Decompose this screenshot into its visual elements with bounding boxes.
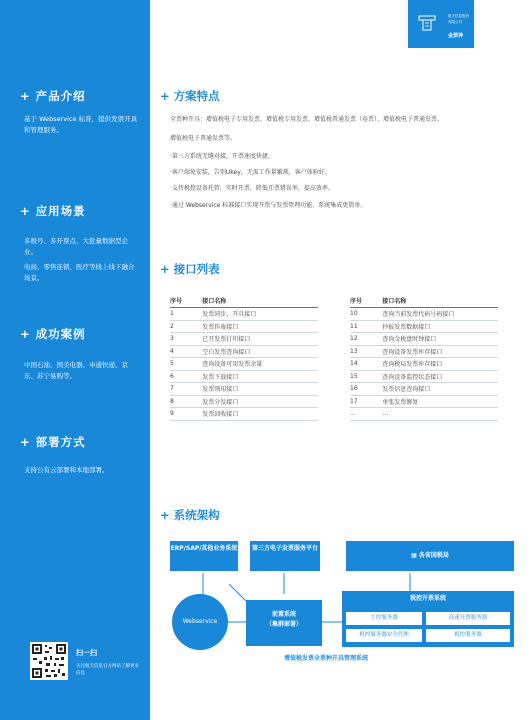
server-box-2: 高速开票服务器	[426, 612, 510, 625]
table-row: 8 发票分发接口	[170, 395, 318, 408]
api-table-left	[170, 295, 318, 421]
tax-bureau-box: ▦ 各省国税局	[346, 541, 514, 571]
feature-p2: ·第三方系统无缝对接，开票速度快捷。	[170, 153, 274, 160]
scan-title: 扫一扫	[76, 649, 97, 657]
table-row: 16 发票信息查询接口	[350, 383, 498, 396]
table-row: … …	[350, 408, 498, 421]
tax-control-title: 税控开票系统	[409, 595, 446, 602]
scenario-text-2: 电商、零售连锁、医疗等线上线下融合场景。	[24, 263, 135, 282]
header-no: 序号	[170, 295, 202, 308]
deploy-title: + 部署方式	[20, 435, 86, 449]
third-party-platform-box: 第三方电子发票服务平台	[250, 541, 320, 571]
webservice-circle: Webservice	[172, 594, 228, 650]
table-row: 11 抄报发票数据接口	[350, 320, 498, 333]
deploy-text: 支持公有云部署和本地部署。	[24, 466, 109, 474]
table-row: 3 已开发票打印接口	[170, 333, 318, 346]
logo-line-1: 航天信息股份	[448, 14, 469, 18]
scan-text: 关注航天信息官方网站了解更多信息	[76, 664, 139, 676]
building-icon: ▦	[411, 552, 419, 559]
qr-code-icon	[30, 642, 68, 680]
intro-title: + 产品介绍	[20, 89, 86, 103]
table-row: 4 空白发票查询接口	[170, 345, 318, 358]
front-system-box: 前置系统 （集群部署）	[246, 600, 322, 646]
feature-p5: ·通过 Webservice 标准接口实现开票与发票管理功能，系统集成更简单。	[170, 202, 367, 209]
table-row: 12 查询金税盘时钟接口	[350, 333, 498, 346]
logo-icon	[418, 14, 436, 32]
feature-p1b: 增值税电子普通发票等。	[170, 135, 237, 142]
intro-text: 基于 Webservice 标准，提供发票开具和管理服务。	[24, 115, 138, 134]
header-no: 序号	[350, 295, 382, 308]
feature-p4: ·支持税控设备托管，实时开票，降低开票错误率，提高效率。	[170, 185, 334, 192]
logo	[408, 0, 474, 48]
table-row: 10 查询当前发票代码号码接口	[350, 308, 498, 321]
table-row: 7 发票领用接口	[170, 383, 318, 396]
table-row: 5 查询设备可用发票余量	[170, 358, 318, 371]
table-row: 13 查询设备发票库存接口	[350, 345, 498, 358]
server-box-4: 税控服务器	[426, 629, 510, 642]
cases-title: + 成功案例	[20, 327, 86, 341]
header-name: 接口名称	[382, 295, 498, 308]
scenario-title: + 应用场景	[20, 204, 86, 218]
cases-text: 中国石油、国美电器、申通快递、京东、苏宁易购等。	[24, 361, 128, 380]
sidebar	[0, 0, 150, 720]
table-row: 2 发票作废接口	[170, 320, 318, 333]
table-row: 17 单张发票修复	[350, 395, 498, 408]
table-row: 15 查询设备监控状态接口	[350, 370, 498, 383]
logo-brand: 金票神	[448, 33, 464, 39]
header-name: 接口名称	[202, 295, 318, 308]
logo-line-2: 有限公司	[448, 20, 462, 24]
table-row: 6 发票下载接口	[170, 370, 318, 383]
arch-caption: 增值税发票全票种开具管理系统	[283, 655, 368, 662]
table-row: 1 发票同步、开具接口	[170, 308, 318, 321]
api-table-right	[350, 295, 498, 421]
scenario-text-1: 多税号、多开票点、大批量数据型企业。	[24, 237, 128, 256]
table-row: 9 发票回收接口	[170, 408, 318, 421]
erp-box: ERP/SAP/其他业务系统	[170, 541, 238, 571]
feature-p1: 全票种开具：增值税电子专用发票、增值税专用发票、增值税普通发票（卷票）、增值税电子普通发票、	[170, 116, 444, 123]
feature-p3: ·客户端免安装，告别Ukey，无需工作量繁琐，客户体验好。	[170, 169, 331, 176]
server-box-3: 税控服务器安全代理	[346, 629, 422, 642]
arch-title: + 系统架构	[160, 508, 220, 522]
server-box-1: 主控服务器	[346, 612, 422, 625]
features-title: + 方案特点	[160, 89, 220, 103]
table-row: 14 查询税局发票库存接口	[350, 358, 498, 371]
api-title: + 接口列表	[160, 262, 220, 276]
